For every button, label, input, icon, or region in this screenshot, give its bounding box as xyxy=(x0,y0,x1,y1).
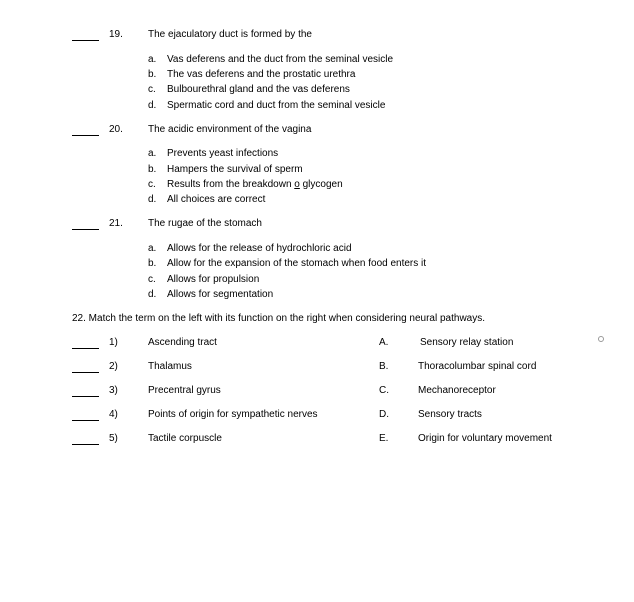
match-definition: Origin for voluntary movement xyxy=(418,433,552,444)
option-d xyxy=(148,100,385,111)
option-text-underlined: o xyxy=(294,179,300,190)
option-letter: c. xyxy=(148,179,156,190)
option-c xyxy=(148,274,259,285)
match-term: Points of origin for sympathetic nerves xyxy=(148,409,318,420)
question-number: 21. xyxy=(109,218,123,229)
answer-blank-20[interactable] xyxy=(72,135,99,136)
option-letter: b. xyxy=(148,164,157,175)
match-blank-5[interactable] xyxy=(72,444,99,445)
match-number: 2) xyxy=(109,361,118,372)
option-letter: d. xyxy=(148,100,157,111)
option-c xyxy=(148,84,350,95)
match-number: 5) xyxy=(109,433,118,444)
option-text: Allow for the expansion of the stomach when food enters it xyxy=(167,258,427,269)
match-letter: E. xyxy=(379,433,389,444)
match-number: 3) xyxy=(109,385,118,396)
match-letter: C. xyxy=(379,385,389,396)
option-text: Vas deferens and the duct from the seminal vesicle xyxy=(167,54,394,65)
option-b xyxy=(148,164,303,175)
option-a xyxy=(148,148,278,159)
match-number: 4) xyxy=(109,409,118,420)
option-letter: d. xyxy=(148,289,157,300)
match-letter: A. xyxy=(379,337,389,348)
option-b xyxy=(148,258,426,269)
option-c xyxy=(148,179,343,190)
match-term: Ascending tract xyxy=(148,337,217,348)
option-letter: c. xyxy=(148,84,156,95)
option-text: Spermatic cord and duct from the seminal vesicle xyxy=(167,100,386,111)
question-text: The rugae of the stomach xyxy=(148,218,262,229)
match-definition: Thoracolumbar spinal cord xyxy=(418,361,537,372)
option-letter: b. xyxy=(148,258,157,269)
option-b xyxy=(148,69,355,80)
match-definition: Sensory relay station xyxy=(420,337,514,348)
option-letter: a. xyxy=(148,148,157,159)
option-text: Hampers the survival of sperm xyxy=(167,164,303,175)
match-blank-2[interactable] xyxy=(72,372,99,373)
match-definition: Mechanoreceptor xyxy=(418,385,496,396)
option-text: Allows for segmentation xyxy=(167,289,274,300)
option-text: Bulbourethral gland and the vas deferens xyxy=(167,84,350,95)
match-blank-4[interactable] xyxy=(72,420,99,421)
matching-heading: 22. Match the term on the left with its function on the right when considering neural pathways. xyxy=(72,313,486,324)
match-blank-3[interactable] xyxy=(72,396,99,397)
option-letter: c. xyxy=(148,274,156,285)
option-letter: d. xyxy=(148,194,157,205)
answer-blank-19[interactable] xyxy=(72,40,99,41)
option-d xyxy=(148,194,265,205)
option-a xyxy=(148,54,393,65)
match-letter: B. xyxy=(379,361,389,372)
circle-icon xyxy=(598,336,604,342)
match-term: Precentral gyrus xyxy=(148,385,221,396)
match-definition: Sensory tracts xyxy=(418,409,482,420)
option-a xyxy=(148,243,352,254)
option-text: Prevents yeast infections xyxy=(167,148,279,159)
option-text: Allows for propulsion xyxy=(167,274,260,285)
option-text: The vas deferens and the prostatic urethra xyxy=(167,69,356,80)
option-letter: b. xyxy=(148,69,157,80)
question-text: The acidic environment of the vagina xyxy=(148,124,312,135)
match-number: 1) xyxy=(109,337,118,348)
match-blank-1[interactable] xyxy=(72,348,99,349)
answer-blank-21[interactable] xyxy=(72,229,99,230)
match-term: Thalamus xyxy=(148,361,192,372)
question-number: 20. xyxy=(109,124,123,135)
option-text-after: glycogen xyxy=(299,179,343,190)
match-letter: D. xyxy=(379,409,389,420)
option-letter: a. xyxy=(148,54,157,65)
match-term: Tactile corpuscle xyxy=(148,433,222,444)
option-d xyxy=(148,289,273,300)
option-letter: a. xyxy=(148,243,157,254)
question-number: 19. xyxy=(109,29,123,40)
option-text: All choices are correct xyxy=(167,194,266,205)
option-text: Results from the breakdown xyxy=(167,179,295,190)
option-text: Allows for the release of hydrochloric acid xyxy=(167,243,352,254)
question-text: The ejaculatory duct is formed by the xyxy=(148,29,312,40)
